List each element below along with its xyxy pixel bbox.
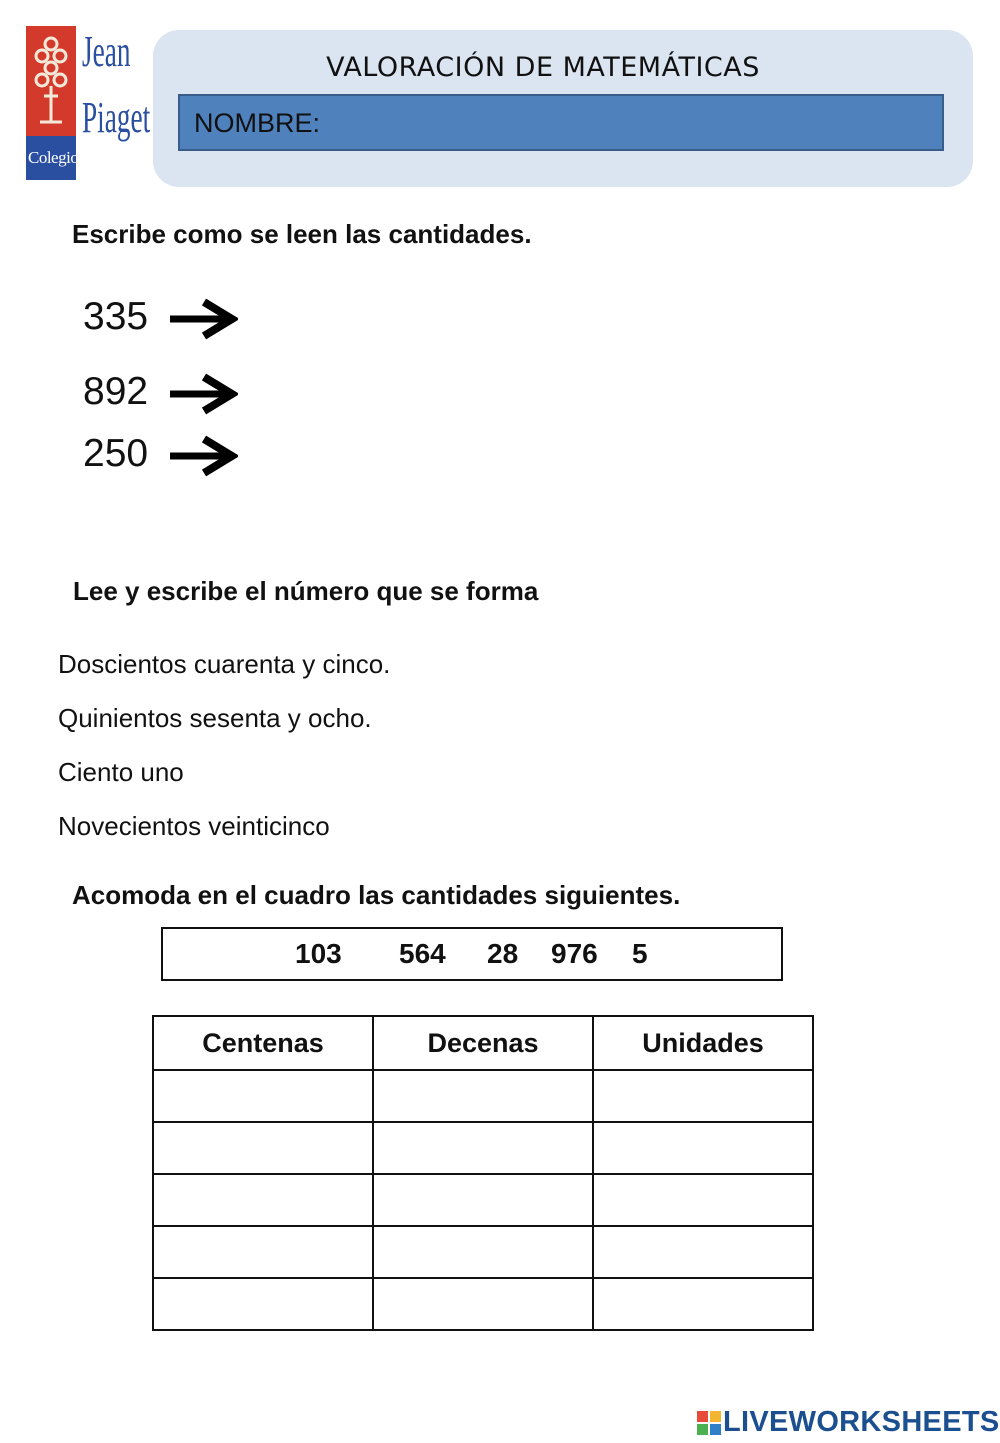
answer-cell[interactable] — [153, 1174, 373, 1226]
box-number: 5 — [632, 938, 648, 969]
ornament-icon — [32, 34, 70, 130]
header-panel — [153, 30, 973, 187]
answer-cell[interactable] — [373, 1174, 593, 1226]
table-row — [153, 1122, 813, 1174]
word-number-line: Ciento uno — [58, 757, 184, 787]
answer-cell[interactable] — [373, 1278, 593, 1330]
answer-cell[interactable] — [153, 1278, 373, 1330]
table-row — [153, 1278, 813, 1330]
header-decenas: Decenas — [373, 1016, 593, 1070]
answer-cell[interactable] — [593, 1070, 813, 1122]
header-centenas: Centenas — [153, 1016, 373, 1070]
page-title: VALORACIÓN DE MATEMÁTICAS — [326, 52, 760, 83]
table-header-row — [153, 1016, 813, 1070]
logo-jean-text: Jean — [82, 27, 131, 76]
name-label: NOMBRE: — [194, 108, 321, 138]
answer-cell[interactable] — [373, 1226, 593, 1278]
table-row — [153, 1070, 813, 1122]
answer-cell[interactable] — [593, 1174, 813, 1226]
right-arrow-icon — [168, 298, 238, 340]
box-number: 103 — [295, 938, 342, 969]
word-number-line: Doscientos cuarenta y cinco. — [58, 649, 391, 679]
liveworksheets-icon — [697, 1411, 721, 1435]
watermark-text: LIVEWORKSHEETS — [723, 1406, 1000, 1438]
right-arrow-icon — [168, 373, 238, 415]
table-row — [153, 1174, 813, 1226]
table-row — [153, 1226, 813, 1278]
word-number-line: Quinientos sesenta y ocho. — [58, 703, 372, 733]
answer-cell[interactable] — [593, 1278, 813, 1330]
right-arrow-icon — [168, 435, 238, 477]
word-number-line: Novecientos veinticinco — [58, 811, 330, 841]
header-unidades: Unidades — [593, 1016, 813, 1070]
answer-cell[interactable] — [373, 1122, 593, 1174]
section2-heading: Lee y escribe el número que se forma — [73, 576, 539, 606]
answer-cell[interactable] — [153, 1070, 373, 1122]
box-number: 564 — [399, 938, 446, 969]
number-value: 335 — [83, 295, 149, 338]
logo-colegio-text: Colegio — [28, 148, 79, 167]
answer-cell[interactable] — [153, 1122, 373, 1174]
answer-cell[interactable] — [593, 1226, 813, 1278]
answer-cell[interactable] — [593, 1122, 813, 1174]
section1-heading: Escribe como se leen las cantidades. — [72, 219, 532, 249]
box-number: 28 — [487, 938, 519, 969]
logo-emblem — [26, 26, 76, 136]
name-field[interactable] — [178, 94, 944, 151]
section3-heading: Acomoda en el cuadro las cantidades siguientes. — [72, 880, 681, 910]
number-value: 892 — [83, 370, 149, 413]
school-logo — [26, 26, 154, 180]
place-value-table — [152, 1015, 814, 1331]
box-number: 976 — [551, 938, 598, 969]
numbers-box — [161, 927, 783, 981]
logo-piaget-text: Piaget — [82, 93, 151, 142]
number-value: 250 — [83, 432, 149, 475]
answer-cell[interactable] — [153, 1226, 373, 1278]
answer-cell[interactable] — [373, 1070, 593, 1122]
